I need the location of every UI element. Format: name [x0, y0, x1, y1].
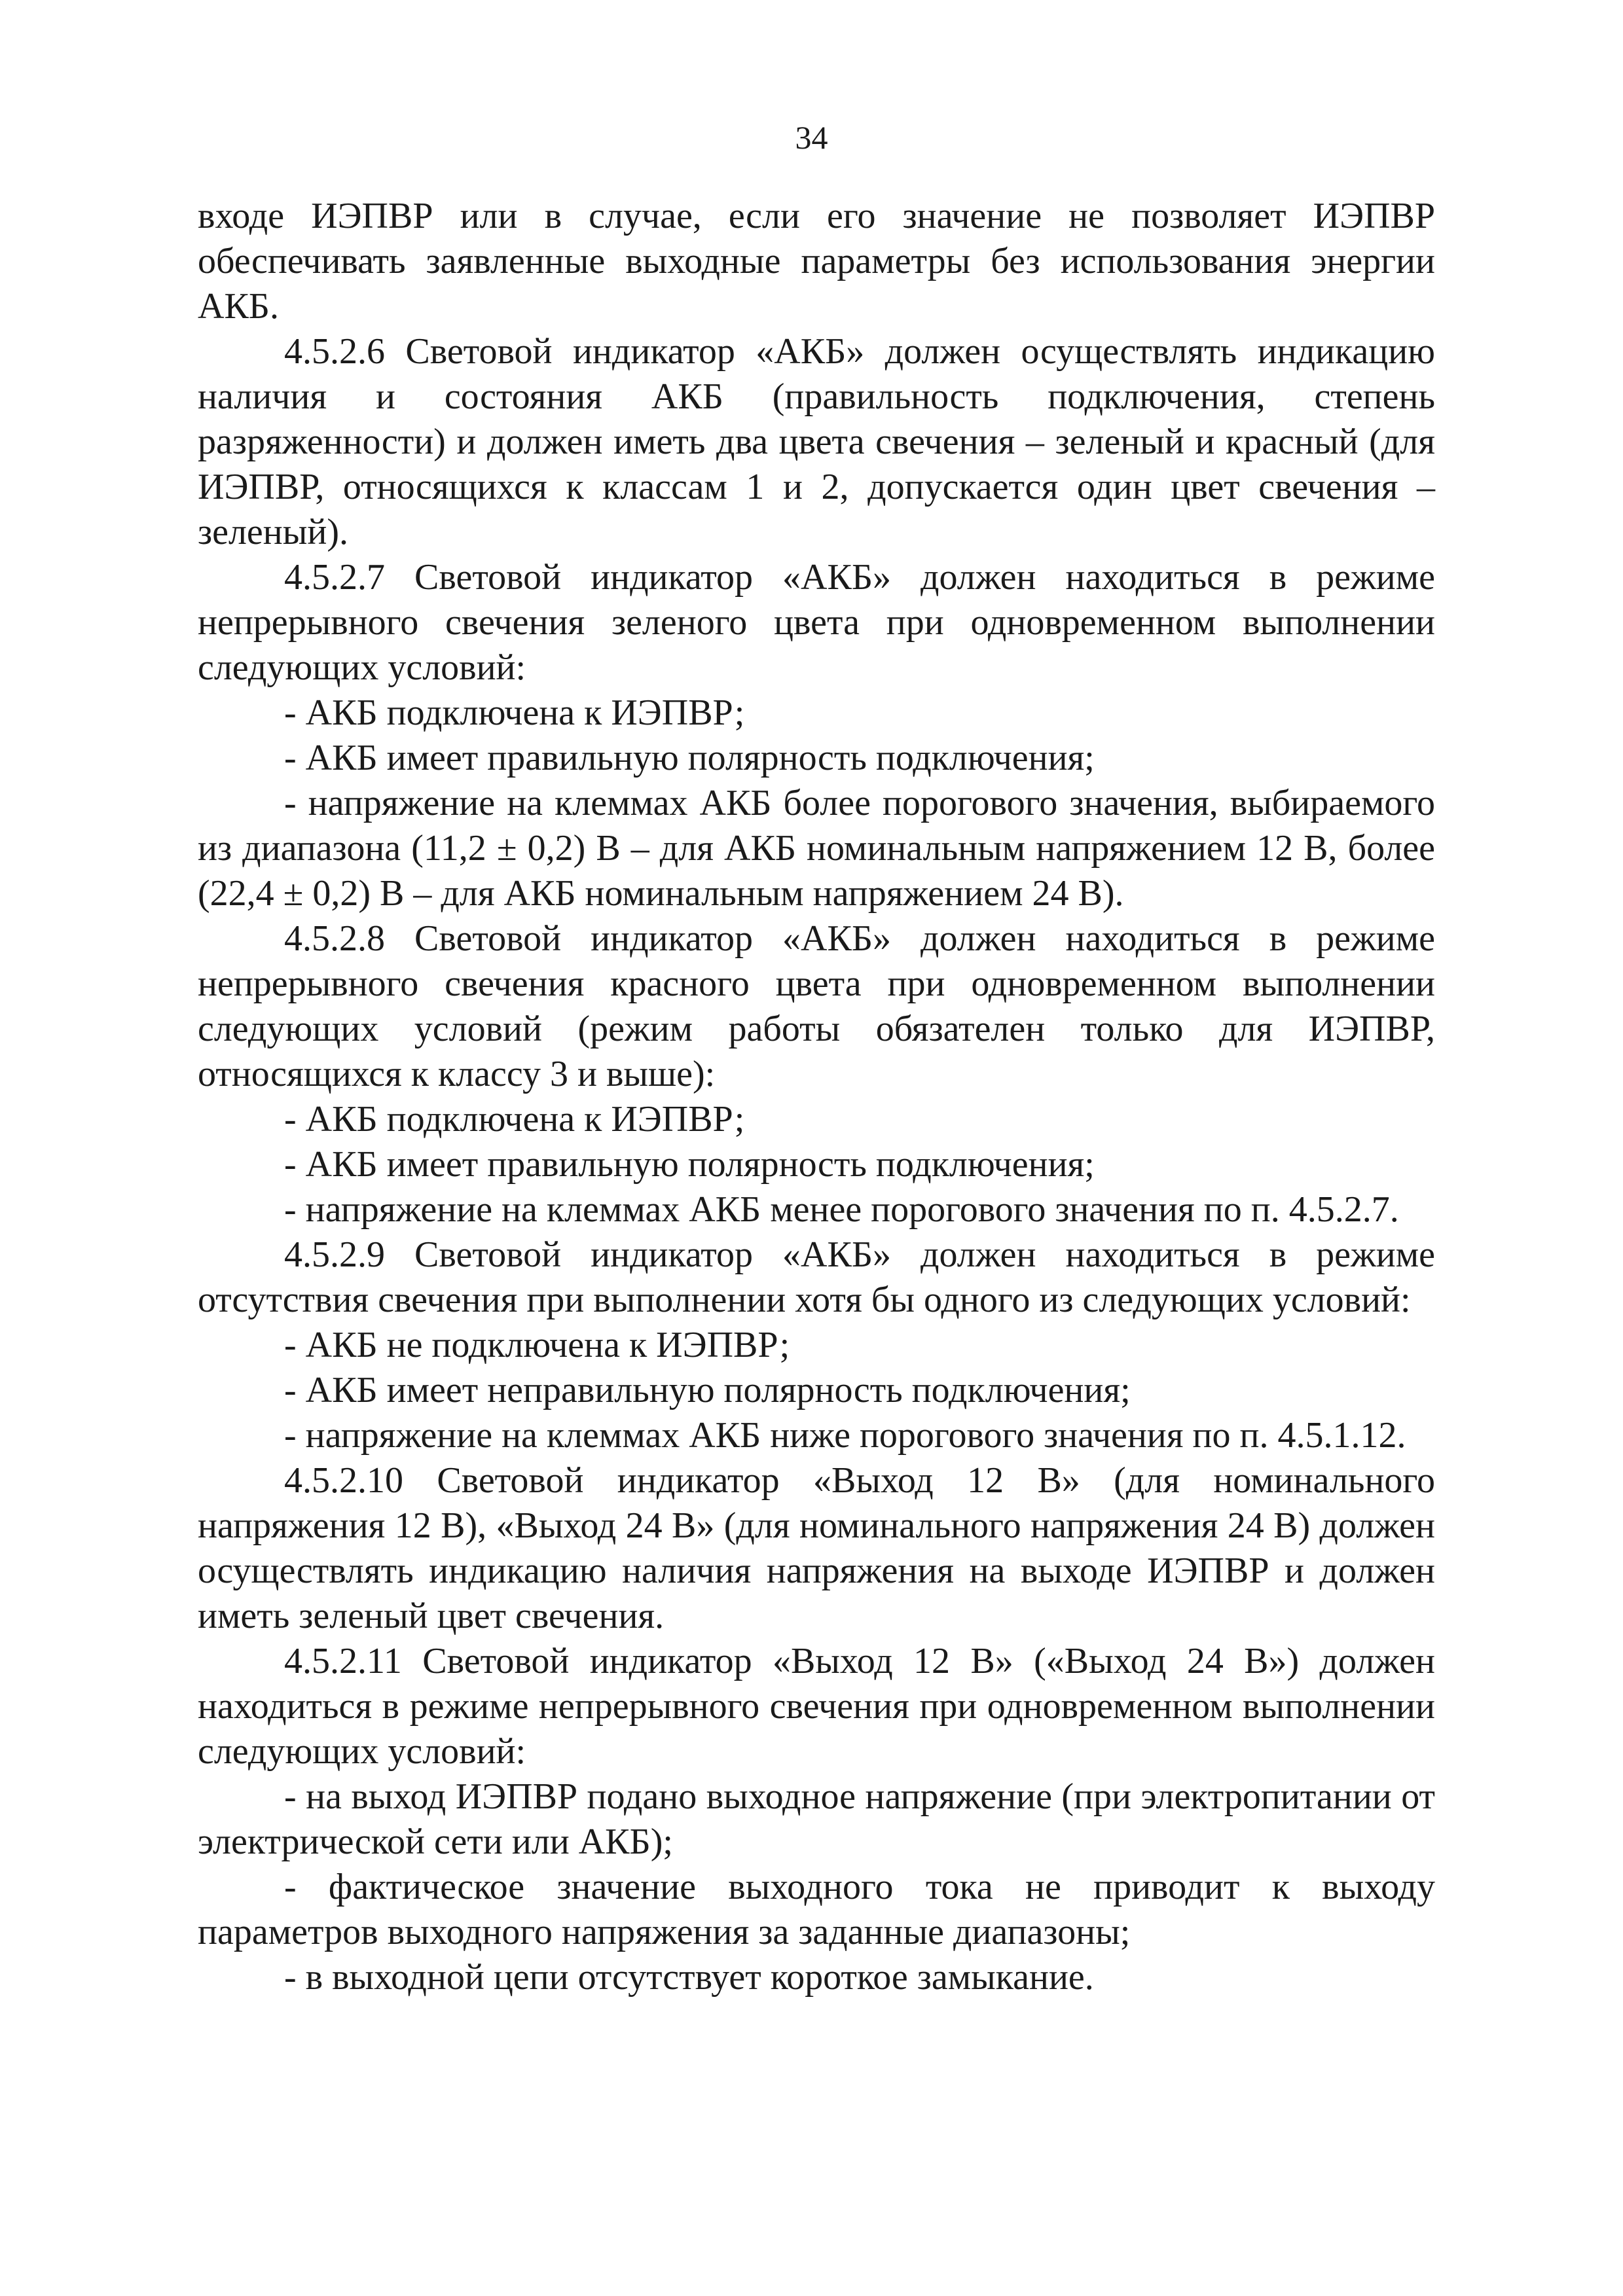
- paragraph-4-5-2-6: 4.5.2.6 Световой индикатор «АКБ» должен осуществлять индикацию наличия и состояния АКБ (правильность подключения, степень разряженности) и должен иметь два цвета свечения – зеленый и красный (для ИЭПВР, относящихся к классам 1 и 2, допускается один цвет свечения – зеленый).: [198, 331, 1435, 552]
- list-item: - напряжение на клеммах АКБ менее порогового значения по п. 4.5.2.7.: [284, 1189, 1399, 1230]
- paragraph-4-5-2-7: 4.5.2.7 Световой индикатор «АКБ» должен находиться в режиме непрерывного свечения зеленого цвета при одновременном выполнении следующих условий:: [198, 557, 1435, 688]
- paragraph-continuation: входе ИЭПВР или в случае, если его значение не позволяет ИЭПВР обеспечивать заявленные выходные параметры без использования энергии АКБ.: [198, 196, 1435, 327]
- list-item: - фактическое значение выходного тока не приводит к выходу параметров выходного напряжения за заданные диапазоны;: [198, 1867, 1435, 1952]
- list-item: - АКБ имеет правильную полярность подключения;: [284, 738, 1095, 778]
- list-item: - в выходной цепи отсутствует короткое замыкание.: [284, 1957, 1094, 1998]
- list-item: - напряжение на клеммах АКБ ниже порогового значения по п. 4.5.1.12.: [284, 1415, 1406, 1456]
- paragraph-4-5-2-8: 4.5.2.8 Световой индикатор «АКБ» должен находиться в режиме непрерывного свечения красного цвета при одновременном выполнении следующих условий (режим работы обязателен только для ИЭПВР, относящихся к классу 3 и выше):: [198, 918, 1435, 1094]
- list-item: - напряжение на клеммах АКБ более порогового значения, выбираемого из диапазона (11,2 ± 0,2) В – для АКБ номинальным напряжением 12 В, более (22,4 ± 0,2) В – для АКБ номинальным напряжением 24 В).: [198, 783, 1435, 914]
- paragraph-4-5-2-11: 4.5.2.11 Световой индикатор «Выход 12 В» («Выход 24 В») должен находиться в режиме непрерывного свечения при одновременном выполнении следующих условий:: [198, 1641, 1435, 1772]
- paragraph-4-5-2-9: 4.5.2.9 Световой индикатор «АКБ» должен находиться в режиме отсутствия свечения при выполнении хотя бы одного из следующих условий:: [198, 1234, 1435, 1320]
- list-item: - АКБ имеет правильную полярность подключения;: [284, 1144, 1095, 1185]
- list-item: - АКБ подключена к ИЭПВР;: [284, 1099, 745, 1139]
- page-number: 34: [795, 119, 828, 156]
- paragraph-4-5-2-10: 4.5.2.10 Световой индикатор «Выход 12 В» (для номинального напряжения 12 В), «Выход 24 В» (для номинального напряжения 24 В) должен осуществлять индикацию наличия напряжения на выходе ИЭПВР и должен иметь зеленый цвет свечения.: [198, 1460, 1435, 1636]
- document-body: [198, 194, 1435, 2000]
- list-item: - АКБ имеет неправильную полярность подключения;: [284, 1370, 1131, 1410]
- list-item: - АКБ не подключена к ИЭПВР;: [284, 1325, 790, 1365]
- list-item: - на выход ИЭПВР подано выходное напряжение (при электропитании от электрической сети или АКБ);: [198, 1776, 1435, 1862]
- list-item: - АКБ подключена к ИЭПВР;: [284, 692, 745, 733]
